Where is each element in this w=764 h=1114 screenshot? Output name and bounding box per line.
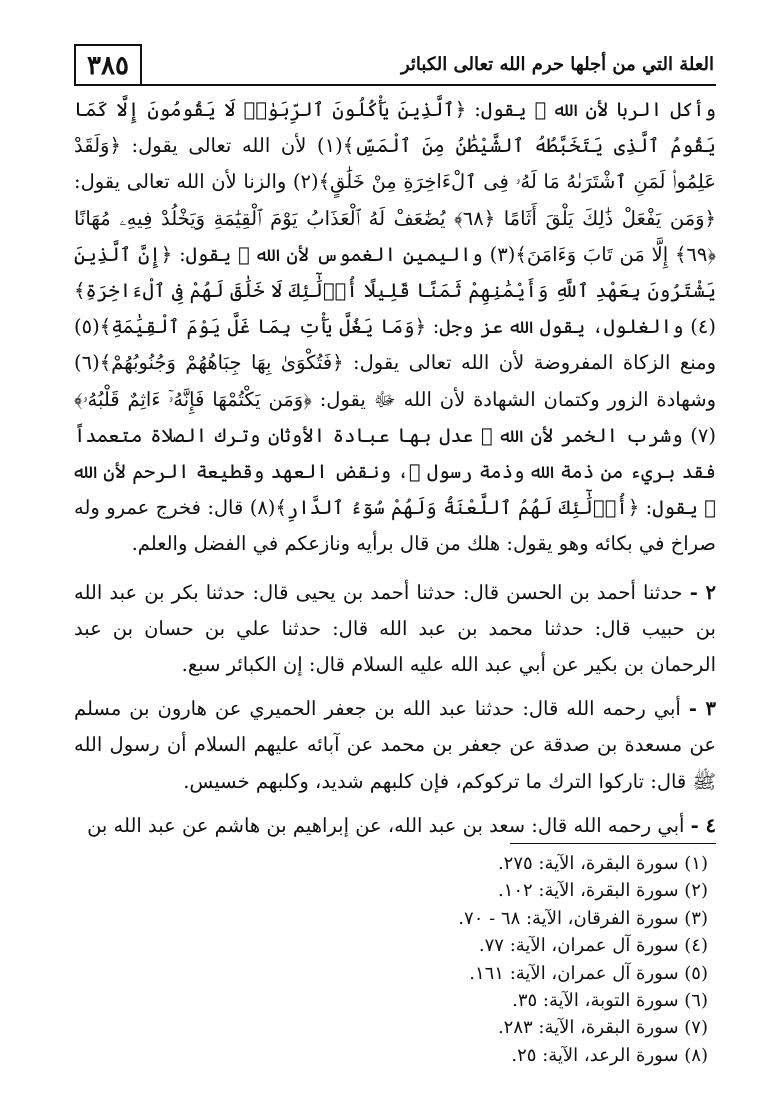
footnote-item: (٨) سورة الرعد، الآية: ٢٥. [511,1044,708,1066]
footnote-item: (٧) سورة البقرة، الآية: ٢٨٣. [497,1017,708,1039]
footnote-item: (٢) سورة البقرة، الآية: ١٠٢. [497,880,708,902]
page-number: ٣٨٥ [74,44,142,84]
paragraph-2-text: حدثنا أحمد بن الحسن قال: حدثنا أحمد بن يحيى قال: حدثنا بكر بن عبد الله بن حبيب قال: حدثنا محمد بن عبد الله قال: حدثنا علي بن حسان بن عبد الرحمان بن بكير عن أبي عبد الله عليه السلام قال: إن الكبائر سبع. [74,580,716,677]
footnote-divider [510,843,716,844]
main-text [74,92,716,840]
paragraph-3-text: أبي رحمه الله قال: حدثنا عبد الله بن جعفر الحميري عن هارون بن مسلم عن مسعدة بن صدقة عن جعفر بن محمد عن آبائه عليهم السلام أن رسول الله ﷺ قال: تاركوا الترك ما تركوكم، فإن كلبهم شديد، وكلبهم خسيس. [74,697,716,793]
paragraph-2 [74,575,716,684]
footnotes-list [74,850,716,1069]
paragraph-3-number: ٣ - [688,697,716,721]
footnote-item: (١) سورة البقرة، الآية: ٢٧٥. [497,853,708,874]
paragraph-3 [74,691,716,800]
running-title: العلة التي من أجلها حرم الله تعالى الكبائر [400,54,714,75]
page-header [74,44,716,86]
paragraph-1: وأكل الربا لأن الله ﷻ يقول: ﴿ٱلَّذِينَ يَأْكُلُونَ ٱلرِّبَوٰا۟ لَا يَقُومُونَ إِلَّا كَمَا يَقُومُ ٱلَّذِى يَتَخَبَّطُهُ ٱلشَّيْطَٰنُ مِنَ ٱلْمَسِّ﴾(١) لأن الله تعالى يقول: ﴿وَلَقَدْ عَلِمُوا۟ لَمَنِ ٱشْتَرَىٰهُ مَا لَهُۥ فِى ٱلْءَاخِرَةِ مِنْ خَلَٰقٍ﴾(٢) والزنا لأن الله تعالى يقول: ﴿وَمَن يَفْعَلْ ذَٰلِكَ يَلْقَ أَثَامًا ﴿٦٨﴾ يُضَٰعَفْ لَهُ ٱلْعَذَابُ يَوْمَ ٱلْقِيَٰمَةِ وَيَخْلُدْ فِيهِۦ مُهَانًا ﴿٦٩﴾ إِلَّا مَن تَابَ وَءَامَنَ﴾(٣) واليمين الغموس لأن الله ﷻ يقول: ﴿إِنَّ ٱلَّذِينَ يَشْتَرُونَ بِعَهْدِ ٱللَّهِ وَأَيْمَٰنِهِمْ ثَمَنًا قَلِيلًا أُو۟لَٰٓئِكَ لَا خَلَٰقَ لَهُمْ فِى ٱلْءَاخِرَةِ﴾(٤) والغلول، يقول الله عز وجل: ﴿وَمَا يَغُلَّ يَأْتِ بِمَا غَلَّ يَوْمَ ٱلْقِيَٰمَةِ﴾(٥) ومنع الزكاة المفروضة لأن الله تعالى يقول: ﴿فَتُكْوَىٰ بِهَا جِبَاهُهُمْ وَجُنُوبُهُمْ﴾(٦) وشهادة الزور وكتمان الشهادة لأن الله ﷻ يقول: ﴿وَمَن يَكْتُمْهَا فَإِنَّهُۥٓ ءَاثِمٌ قَلْبُهُۥ﴾(٧) وشرب الخمر لأن الله ﷻ عدل بها عبادة الأوثان وترك الصلاة متعمداً فقد بريء من ذمة الله وذمة رسول ﷺ، ونقض العهد وقطيعة الرحم لأن الله ﷻ يقول: ﴿أُو۟لَٰٓئِكَ لَهُمُ ٱللَّعْنَةُ وَلَهُمْ سُوٓءُ ٱلدَّارِ﴾(٨) قال: فخرج عمرو وله صراخ في بكائه وهو يقول: هلك من قال برأيه ونازعكم في الفضل والعلم. [74,98,716,556]
paragraph-4-number: ٤ - [690,813,716,837]
footnote-item: (٣) سورة الفرقان، الآية: ٦٨ - ٧٠. [458,907,708,929]
paragraph-4-text: أبي رحمه الله قال: سعد بن عبد الله، عن إبراهيم بن هاشم عن عبد الله بن [87,813,685,837]
footnote-item: (٤) سورة آل عمران، الآية: ٧٧. [478,935,708,957]
paragraph-2-number: ٢ - [689,580,716,604]
footnote-item: (٦) سورة التوبة، الآية: ٣٥. [512,990,708,1012]
footnote-item: (٥) سورة آل عمران، الآية: ١٦١. [469,962,708,984]
paragraph-4 [74,808,716,840]
